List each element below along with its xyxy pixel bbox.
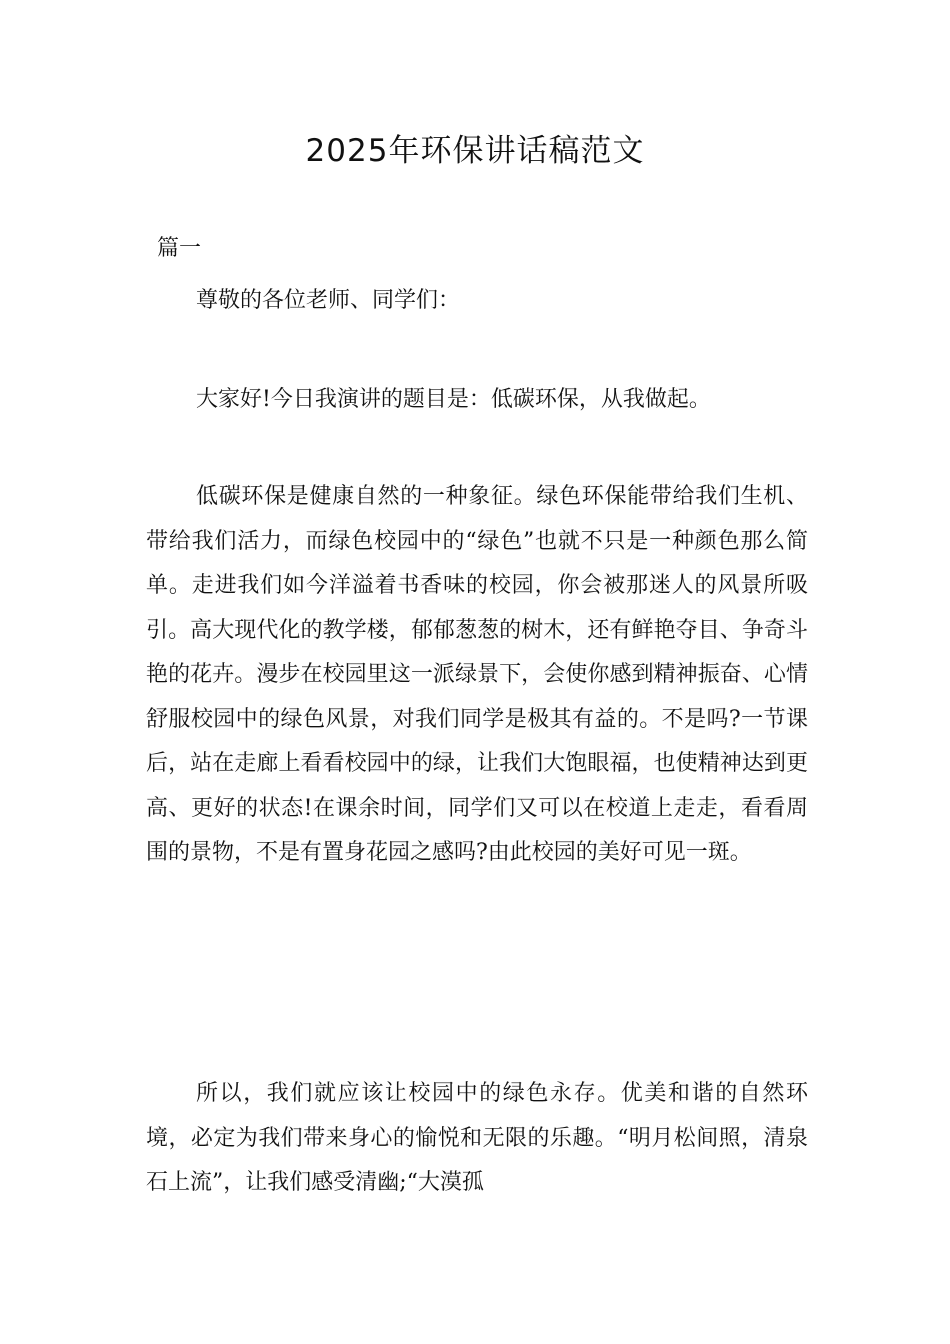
salutation: 尊敬的各位老师、同学们：	[196, 288, 461, 313]
section-label: 篇一	[157, 236, 202, 261]
paragraph-keep-green: 所以，我们就应该让校园中的绿色永存。优美和谐的自然环境，必定为我们带来身心的愉悦和无限的乐趣。“明月松间照，清泉石上流”，让我们感受清幽;“大漠孤	[146, 1081, 808, 1195]
paragraph-intro: 大家好!今日我演讲的题目是：低碳环保，从我做起。	[196, 387, 711, 412]
document-title: 2025年环保讲话稿范文	[305, 133, 645, 169]
paragraph-green-campus: 低碳环保是健康自然的一种象征。绿色环保能带给我们生机、带给我们活力，而绿色校园中的“绿色”也就不只是一种颜色那么简单。走进我们如今洋溢着书香味的校园，你会被那迷人的风景所吸引。高大现代化的教学楼，郁郁葱葱的树木，还有鲜艳夺目、争奇斗艳的花卉。漫步在校园里这一派绿景下，会使你感到精神振奋、心情舒服校园中的绿色风景，对我们同学是极其有益的。不是吗?一节课后，站在走廊上看看校园中的绿，让我们大饱眼福，也使精神达到更高、更好的状态!在课余时间，同学们又可以在校道上走走，看看周围的景物，不是有置身花园之感吗?由此校园的美好可见一斑。	[146, 484, 808, 865]
